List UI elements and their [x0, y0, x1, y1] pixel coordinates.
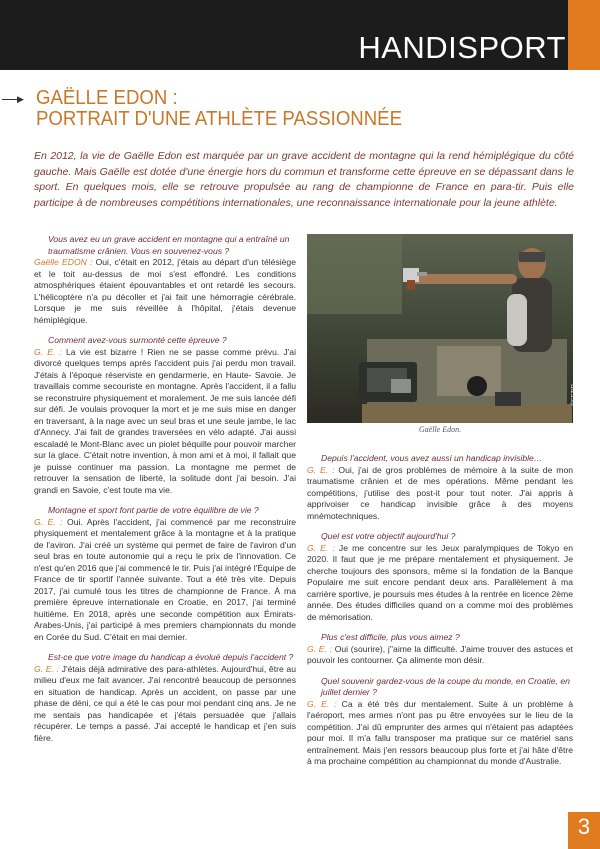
photo-credit: ©FFTIR — [571, 384, 577, 406]
qa-block — [307, 632, 573, 667]
header-accent-band — [568, 0, 600, 70]
answer — [307, 465, 573, 523]
athlete-photo — [307, 234, 577, 423]
qa-block — [34, 335, 296, 496]
right-column — [307, 453, 573, 777]
answer — [307, 699, 573, 768]
answer — [34, 517, 296, 644]
article-title-line-2: PORTRAIT D'UNE ATHLÈTE PASSIONNÉE — [36, 108, 402, 130]
question: Depuis l'accident, vous avez aussi un handicap invisible… — [321, 453, 543, 463]
question: Quel souvenir gardez-vous de la coupe du monde, en Croatie, en juillet dernier ? — [321, 675, 570, 697]
answer-text: Ca a été très dur mentalement. Suite à un problème à l'aéroport, mes armes n'ont pas pu être envoyées sur le lieu de la compétition. J'ai dû emprunter des armes qui n'étaient pas adaptées pour moi. Il m'a fallu transposer ma pratique sur ce matériel sans entraînement. Mais j'en ressors beaucoup plus forte et j'ai hâte d'être à ma prochaine compétition au championnat du monde d'Australie. — [307, 698, 573, 766]
page-number: 3 — [577, 814, 591, 839]
answer — [34, 664, 296, 745]
answer — [34, 257, 296, 326]
qa-block — [307, 453, 573, 522]
answer-text: J'étais déjà admirative des para-athlètes. Aujourd'hui, être au milieu d'eux me fait avancer. J'ai rencontré beaucoup de personnes en situation de handicap. Après un accident, on passe par une phase de déni, ce qui a été le cas pour moi pendant cinq ans. Je ne me sentais pas handicapée et j'étais persuadée que j'allais récupérer. Le temps a passé. J'ai accepté le handicap et j'en suis fière. — [34, 663, 296, 743]
answer — [307, 543, 573, 624]
article-title — [36, 88, 402, 130]
arrow-right-icon: ▶ — [2, 95, 26, 105]
answer-initials: G. E. : — [307, 643, 332, 654]
answer-text: La vie est bizarre ! Rien ne se passe comme prévu. J'ai divorcé quelques temps après l'accident puis j'ai perdu mon travail. J'étais à l'époque réserviste en gendarmerie, en Haute- Savoie. Je travaillais comme secouriste en montagne. Après l'accident, il a fallu se reconstruire physiquement et moralement. Je me suis lancée défi sur défi. Je voulais provoquer la mort et je me suis mise en danger en traversant, à la nage avec un seul bras et une seule jambe, le lac d'Annecy. J'ai fait de grandes traversées en vélo adapté. J'ai aussi escaladé le Mont-Blanc avec un piolet béquille pour pouvoir marcher sur la glace. C'était notre invention, à mon ami et à moi, il fallait que je puisse continuer ma passion. La montagne me permet de retrouver la sensation de liberté, la solitude dont j'ai besoin. J'ai grandi en Savoie, c'est toute ma vie. — [34, 346, 296, 495]
qa-block — [34, 652, 296, 744]
question: Quel est votre objectif aujourd'hui ? — [321, 531, 456, 541]
question: Comment avez-vous surmonté cette épreuve ? — [48, 335, 227, 345]
answer-text: Oui, c'était en 2012, j'étais au départ d'un télésiège et le toit au-dessus de moi s'est effondré. Les conditions atmosphériques étaient épouvantables et ont retardé les secours. L'hélicoptère n'a pu décoller et j'ai fait une hémorragie cérébrale. Lorsque je me suis réveillée à l'hôpital, j'étais devenue hémiplégique. — [34, 257, 296, 325]
answer-initials: G. E. : — [34, 516, 63, 527]
qa-block — [307, 531, 573, 623]
answer-text: Oui, j'ai de gros problèmes de mémoire à la suite de mon traumatisme crânien et de mes opérations. Même pendant les compétitions, j'utilise des post-it pour tout noter. J'ai appris à apprivoiser ce handicap invisible grâce à des moyens mnémotechniques. — [307, 464, 574, 521]
article-intro: En 2012, la vie de Gaëlle Edon est marquée par un grave accident de montagne qui la rend hémiplégique du côté gauche. Mais Gaëlle est dotée d'une énergie hors du commun et transforme cette épreuve en se dépassant dans le sport. En quelques mois, elle se retrouve propulsée au rang de championne de France en para-tir. Puis elle participe à de nombreuses compétitions internationales, une reconnaissance internationale pour la jeune athlète. — [34, 150, 574, 209]
left-column — [34, 234, 296, 753]
qa-block — [34, 505, 296, 643]
question: Montagne et sport font partie de votre équilibre de vie ? — [48, 505, 259, 515]
answer — [34, 347, 296, 497]
answer-initials: G. E. : — [34, 663, 59, 674]
question: Vous avez eu un grave accident en montagne qui a entraîné un traumatisme crânien. Vous en souvenez-vous ? — [48, 234, 290, 256]
answer-initials: G. E. : — [307, 464, 335, 475]
article-title-line-1: GAËLLE EDON : — [36, 87, 178, 109]
qa-block — [34, 234, 296, 326]
answer-initials: G. E. : — [307, 542, 335, 553]
answer-initials: G. E. : — [307, 698, 337, 709]
question: Est-ce que votre image du handicap a évolué depuis l'accident ? — [48, 652, 294, 662]
qa-block — [307, 676, 573, 768]
answer-initials: G. E. : — [34, 346, 62, 357]
answer-text: Oui. Après l'accident, j'ai commencé par me reconstruire physiquement et mentalement grâce à la montagne et à la pratique de l'aviron. J'ai créé un système qui permet de faire de l'aviron d'un seul bras en toute autonomie qui a reçu le prix de l'innovation. Ce n'est qu'en 2016 que j'ai commencé le tir. Puis j'ai intégré l'Équipe de France de tir sportif l'année suivante. Tout a été très vite. Depuis 2017, j'ai cumulé tous les titres de championne de France. À ma première épreuve internationale en Croatie, en 2017, j'ai terminé huitième. En 2018, après une seconde compétition aux Émirats-Arabes-Unis, j'ai participé à mes premiers championnats du monde en Corée du Sud. C'était en mai dernier. — [34, 516, 296, 642]
question: Plus c'est difficile, plus vous aimez ? — [321, 632, 460, 642]
photo-caption: Gaëlle Edon. — [418, 425, 462, 434]
answer-text: Je me concentre sur les Jeux paralympiques de Tokyo en 2020. Il faut que je me prépare mentalement et physiquement. Je cherche toujours des sponsors, même si la fondation de la Banque Populaire me suit encore pendant deux ans. Parallèlement à ma carrière sportive, je poursuis mes études à la rentrée en licence 2ème année. Des études difficiles quand on a comme moi des problèmes de mémorisation. — [307, 542, 573, 622]
section-title: HANDISPORT — [358, 30, 566, 65]
athlete-photo-illustration — [307, 234, 573, 423]
answer-initials: Gaëlle EDON : — [34, 257, 93, 267]
answer — [307, 644, 573, 667]
answer-text: Oui (sourire), j''aime la difficulté. J'aime trouver des astuces et pouvoir les contourner. Ça alimente mon désir. — [307, 643, 574, 665]
